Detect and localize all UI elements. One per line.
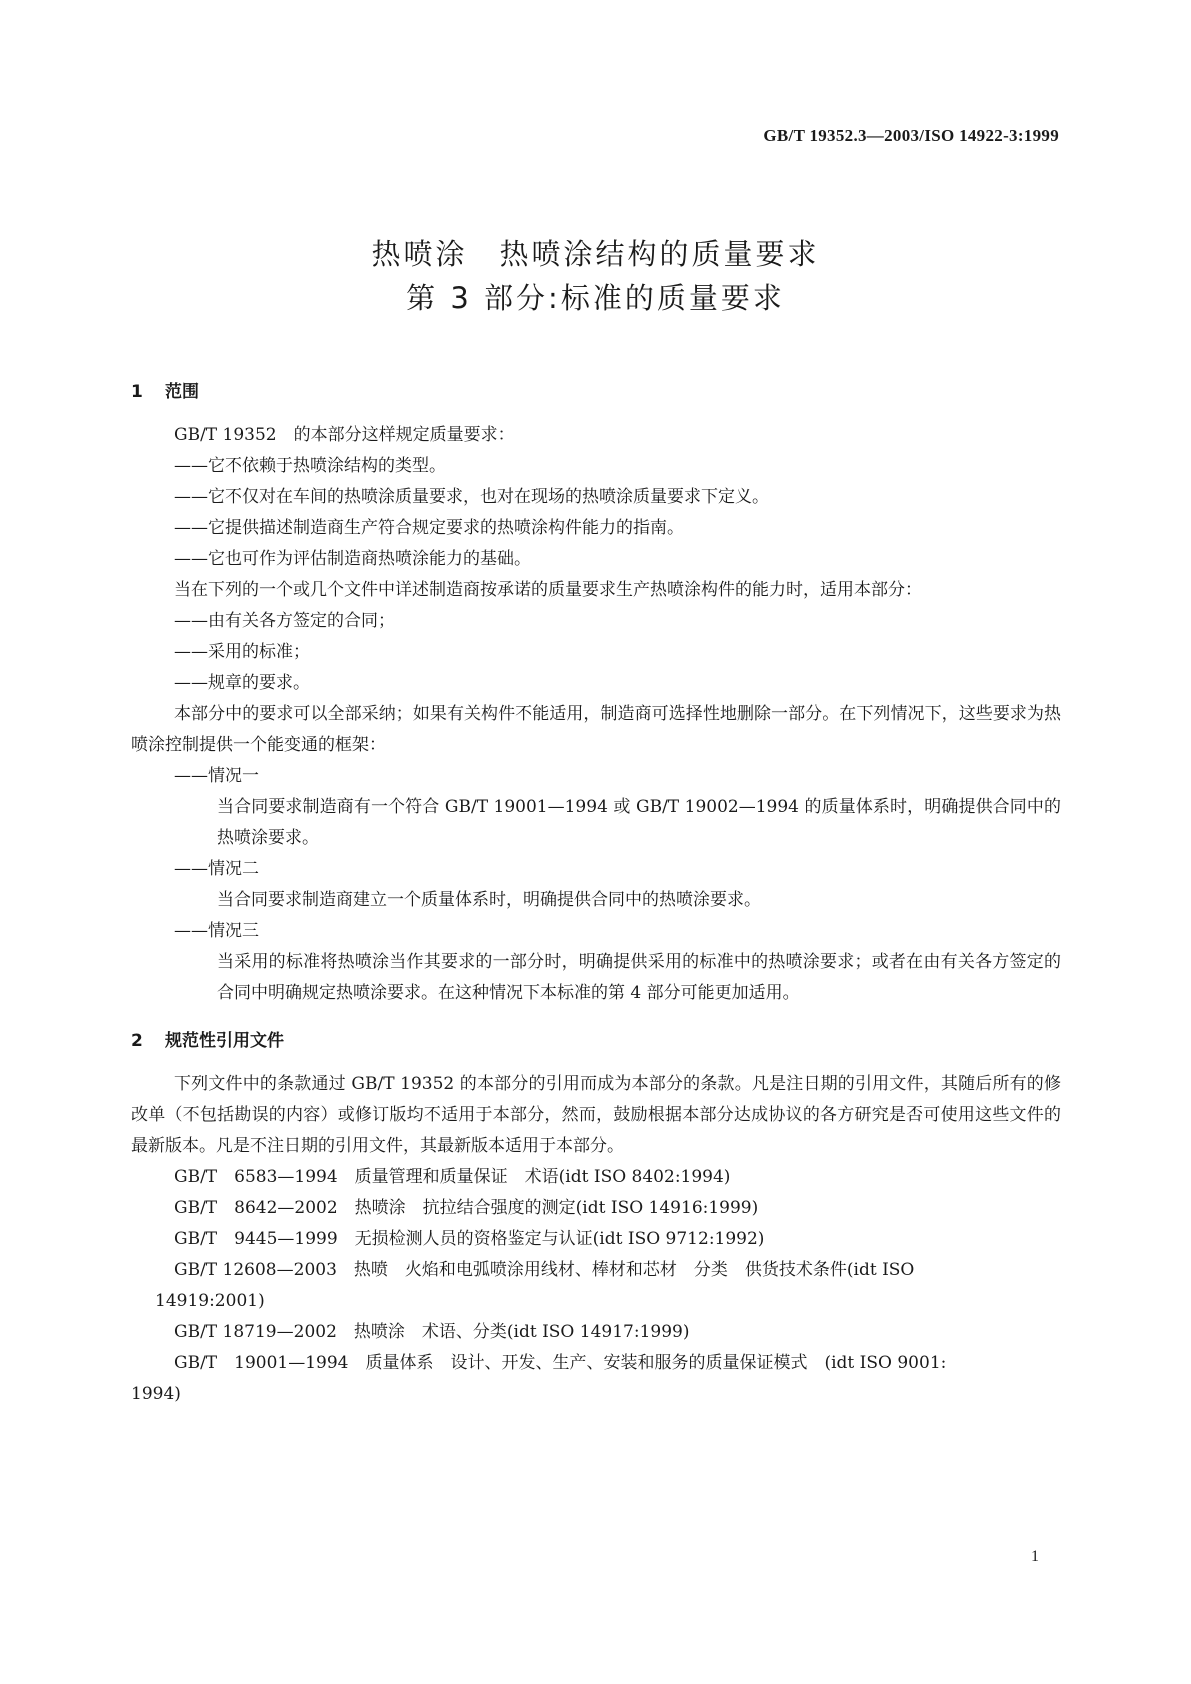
list-item: ——它不依赖于热喷涂结构的类型。 <box>174 456 446 476</box>
reference-continuation: 14919:2001) <box>155 1291 265 1311</box>
section-number: 1 <box>131 382 143 402</box>
paragraph: 当在下列的一个或几个文件中详述制造商按承诺的质量要求生产热喷涂构件的能力时，适用本部分： <box>174 580 922 600</box>
paragraph: 本部分中的要求可以全部采纳；如果有关构件不能适用，制造商可选择性地删除一部分。在下列情况下，这些要求为热喷涂控制提供一个能变通的框架： <box>131 704 1061 755</box>
document-body <box>131 376 1061 1410</box>
reference-item: GB/T 6583—1994 质量管理和质量保证 术语(idt ISO 8402:1994) <box>174 1167 731 1187</box>
standard-number: GB/T 19352.3—2003/ISO 14922-3:1999 <box>763 126 1059 145</box>
case-label: ——情况一 <box>174 766 259 786</box>
reference-item: GB/T 12608—2003 热喷 火焰和电弧喷涂用线材、棒材和芯材 分类 供货技术条件(idt ISO <box>174 1260 915 1280</box>
section-2-heading <box>131 1025 1061 1057</box>
section-1-heading <box>131 376 1061 408</box>
document-subtitle: 第 3 部分:标准的质量要求 <box>406 281 785 315</box>
paragraph: 下列文件中的条款通过 GB/T 19352 的本部分的引用而成为本部分的条款。凡是注日期的引用文件，其随后所有的修改单（不包括勘误的内容）或修订版均不适用于本部分，然而，鼓励根据本部分达成协议的各方研究是否可使用这些文件的最新版本。凡是不注日期的引用文件，其最新版本适用于本部分。 <box>131 1074 1061 1156</box>
case-text: 当合同要求制造商有一个符合 GB/T 19001—1994 或 GB/T 19002—1994 的质量体系时，明确提供合同中的热喷涂要求。 <box>217 797 1061 848</box>
case-text: 当采用的标准将热喷涂当作其要求的一部分时，明确提供采用的标准中的热喷涂要求；或者在由有关各方签定的合同中明确规定热喷涂要求。在这种情况下本标准的第 4 部分可能更加适用。 <box>217 952 1061 1003</box>
document-title: 热喷涂 热喷涂结构的质量要求 <box>371 237 820 271</box>
reference-item: GB/T 8642—2002 热喷涂 抗拉结合强度的测定(idt ISO 14916:1999) <box>174 1198 759 1218</box>
list-item: ——它不仅对在车间的热喷涂质量要求，也对在现场的热喷涂质量要求下定义。 <box>174 487 769 507</box>
reference-continuation: 1994) <box>131 1384 181 1404</box>
page-number: 1 <box>1031 1548 1039 1565</box>
case-label: ——情况三 <box>174 921 259 941</box>
case-label: ——情况二 <box>174 859 259 879</box>
reference-item: GB/T 18719—2002 热喷涂 术语、分类(idt ISO 14917:1999) <box>174 1322 690 1342</box>
reference-item: GB/T 9445—1999 无损检测人员的资格鉴定与认证(idt ISO 9712:1992) <box>174 1229 765 1249</box>
case-text: 当合同要求制造商建立一个质量体系时，明确提供合同中的热喷涂要求。 <box>217 890 761 910</box>
list-item: ——它提供描述制造商生产符合规定要求的热喷涂构件能力的指南。 <box>174 518 684 538</box>
scope-intro: GB/T 19352 的本部分这样规定质量要求： <box>174 425 515 445</box>
section-title: 规范性引用文件 <box>165 1031 284 1051</box>
list-item: ——它也可作为评估制造商热喷涂能力的基础。 <box>174 549 531 569</box>
section-title: 范围 <box>165 382 199 402</box>
reference-item: GB/T 19001—1994 质量体系 设计、开发、生产、安装和服务的质量保证模式 (idt ISO 9001: <box>174 1353 947 1373</box>
list-item: ——由有关各方签定的合同； <box>174 611 395 631</box>
list-item: ——规章的要求。 <box>174 673 310 693</box>
section-number: 2 <box>131 1031 143 1051</box>
list-item: ——采用的标准； <box>174 642 310 662</box>
